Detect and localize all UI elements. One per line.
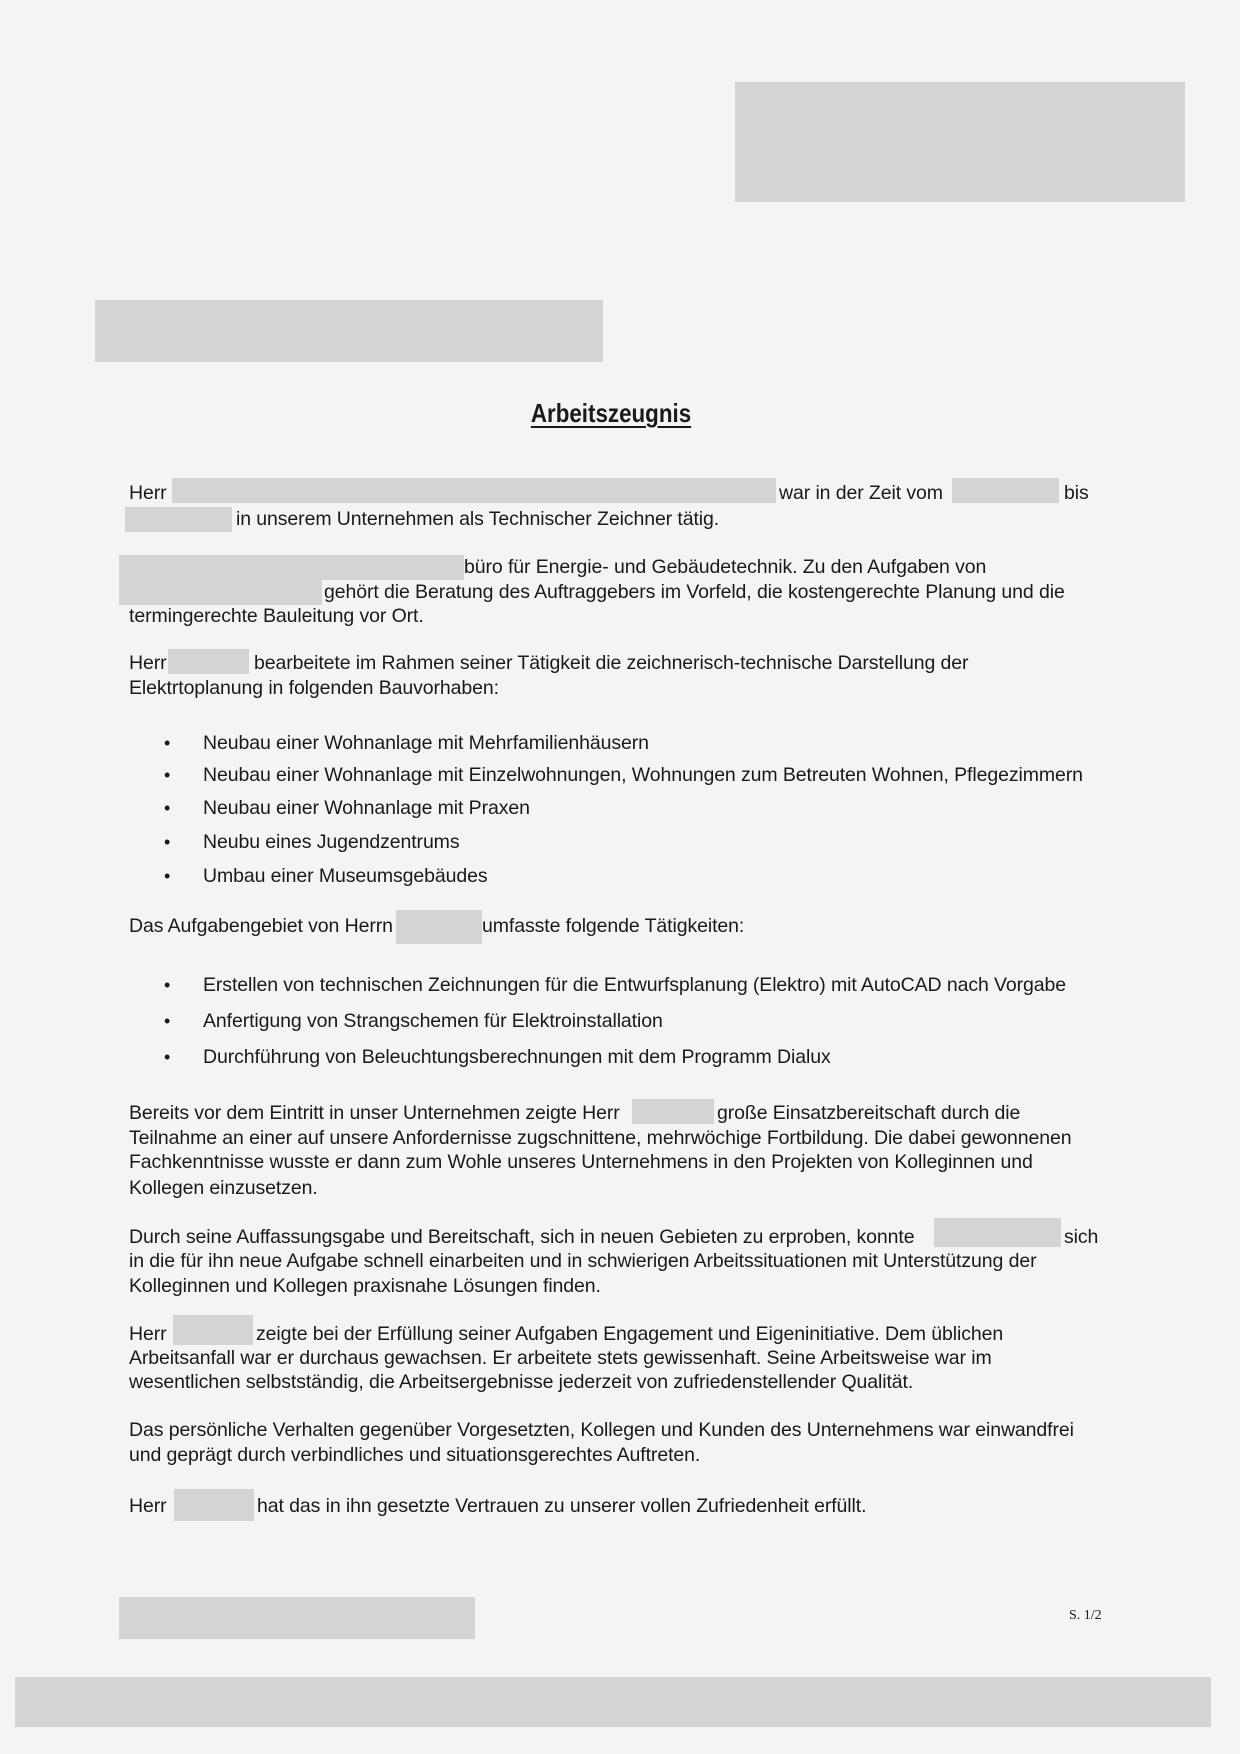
- intro-line-1-c: bis: [1064, 482, 1089, 504]
- redacted-start-date: [952, 478, 1059, 503]
- redacted-employee-surname: [173, 1315, 253, 1345]
- training-line-1-b: große Einsatzbereitschaft durch die: [717, 1102, 1021, 1124]
- page-number: S. 1/2: [1069, 1608, 1102, 1623]
- task-item: Anfertigung von Strangschemen für Elektroinstallation: [203, 1010, 663, 1032]
- summary-b: hat das in ihn gesetzte Vertrauen zu unserer vollen Zufriedenheit erfüllt.: [257, 1495, 867, 1517]
- project-item: Neubau einer Wohnanlage mit Einzelwohnungen, Wohnungen zum Betreuten Wohnen, Pflegezimmern: [203, 764, 1083, 786]
- company-line-2: gehört die Beratung des Auftraggebers im Vorfeld, die kostengerechte Planung und die: [324, 581, 1065, 603]
- performance-line-1-a: Herr: [129, 1323, 167, 1345]
- bullet-icon: •: [164, 1047, 171, 1067]
- training-line-1-a: Bereits vor dem Eintritt in unser Unternehmen zeigte Herr: [129, 1102, 620, 1124]
- redacted-footer-info: [119, 1597, 475, 1639]
- redacted-employee-surname: [174, 1489, 254, 1521]
- bullet-icon: •: [164, 798, 171, 818]
- redacted-letterhead: [735, 82, 1185, 202]
- tasks-intro-b: umfasste folgende Tätigkeiten:: [482, 915, 745, 937]
- bullet-icon: •: [164, 832, 171, 852]
- performance-line-3: wesentlichen selbstständig, die Arbeitsergebnisse jederzeit von zufriedenstellender Qualität.: [129, 1371, 914, 1393]
- projects-intro-line-1-b: bearbeitete im Rahmen seiner Tätigkeit die zeichnerisch-technische Darstellung der: [254, 652, 969, 674]
- company-line-1: büro für Energie- und Gebäudetechnik. Zu den Aufgaben von: [464, 556, 987, 578]
- redacted-end-date: [125, 507, 232, 532]
- bullet-icon: •: [164, 975, 171, 995]
- bullet-icon: •: [164, 765, 171, 785]
- redacted-employee-surname: [632, 1099, 714, 1124]
- skills-line-2: in die für ihn neue Aufgabe schnell einarbeiten und in schwierigen Arbeitssituationen mit Unterstützung der: [129, 1250, 1037, 1272]
- summary-a: Herr: [129, 1495, 167, 1517]
- projects-intro-line-2: Elektrtoplanung in folgenden Bauvorhaben:: [129, 677, 499, 699]
- redacted-company-name: [119, 555, 464, 580]
- project-item: Neubu eines Jugendzentrums: [203, 831, 460, 853]
- project-item: Neubau einer Wohnanlage mit Mehrfamilienhäusern: [203, 732, 649, 754]
- task-item: Erstellen von technischen Zeichnungen für die Entwurfsplanung (Elektro) mit AutoCAD nach Vorgabe: [203, 974, 1066, 996]
- company-line-3: termingerechte Bauleitung vor Ort.: [129, 605, 424, 627]
- skills-line-3: Kolleginnen und Kollegen praxisnahe Lösungen finden.: [129, 1275, 601, 1297]
- training-line-3: Fachkenntnisse wusste er dann zum Wohle unseres Unternehmens in den Projekten von Kolleginnen und: [129, 1151, 1033, 1173]
- bullet-icon: •: [164, 733, 171, 753]
- project-item: Neubau einer Wohnanlage mit Praxen: [203, 797, 530, 819]
- skills-line-1-b: sich: [1064, 1226, 1099, 1248]
- bullet-icon: •: [164, 866, 171, 886]
- performance-line-2: Arbeitsanfall war er durchaus gewachsen. Er arbeitete stets gewissenhaft. Seine Arbeitsweise war im: [129, 1347, 992, 1369]
- training-line-4: Kollegen einzusetzen.: [129, 1177, 318, 1199]
- document-title: Arbeitszeugnis: [530, 398, 692, 428]
- performance-line-1-b: zeigte bei der Erfüllung seiner Aufgaben Engagement und Eigeninitiative. Dem üblichen: [256, 1323, 1004, 1345]
- behavior-line-1: Das persönliche Verhalten gegenüber Vorgesetzten, Kollegen und Kunden des Unternehmens war einwandfrei: [129, 1419, 1074, 1441]
- intro-line-2: in unserem Unternehmen als Technischer Zeichner tätig.: [236, 508, 720, 530]
- redacted-employee-surname: [168, 649, 249, 674]
- redacted-employee-surname: [396, 910, 482, 944]
- task-item: Durchführung von Beleuchtungsberechnungen mit dem Programm Dialux: [203, 1046, 831, 1068]
- behavior-line-2: und geprägt durch verbindliches und situationsgerechtes Auftreten.: [129, 1444, 701, 1466]
- intro-line-1-b: war in der Zeit vom: [779, 482, 943, 504]
- redacted-employee-name: [934, 1218, 1061, 1247]
- projects-intro-line-1-a: Herr: [129, 652, 167, 674]
- redacted-company-name-2: [119, 580, 322, 605]
- skills-line-1-a: Durch seine Auffassungsgabe und Bereitschaft, sich in neuen Gebieten zu erproben, konnte: [129, 1226, 915, 1248]
- redacted-footer-bar: [15, 1677, 1211, 1727]
- redacted-employee-name: [172, 478, 776, 503]
- training-line-2: Teilnahme an einer auf unsere Anfordernisse zugschnittene, mehrwöchige Fortbildung. Die dabei gewonnenen: [129, 1127, 1072, 1149]
- intro-line-1-a: Herr: [129, 482, 167, 504]
- bullet-icon: •: [164, 1011, 171, 1031]
- tasks-intro-a: Das Aufgabengebiet von Herrn: [129, 915, 393, 937]
- redacted-recipient-address: [95, 300, 603, 362]
- project-item: Umbau einer Museumsgebäudes: [203, 865, 488, 887]
